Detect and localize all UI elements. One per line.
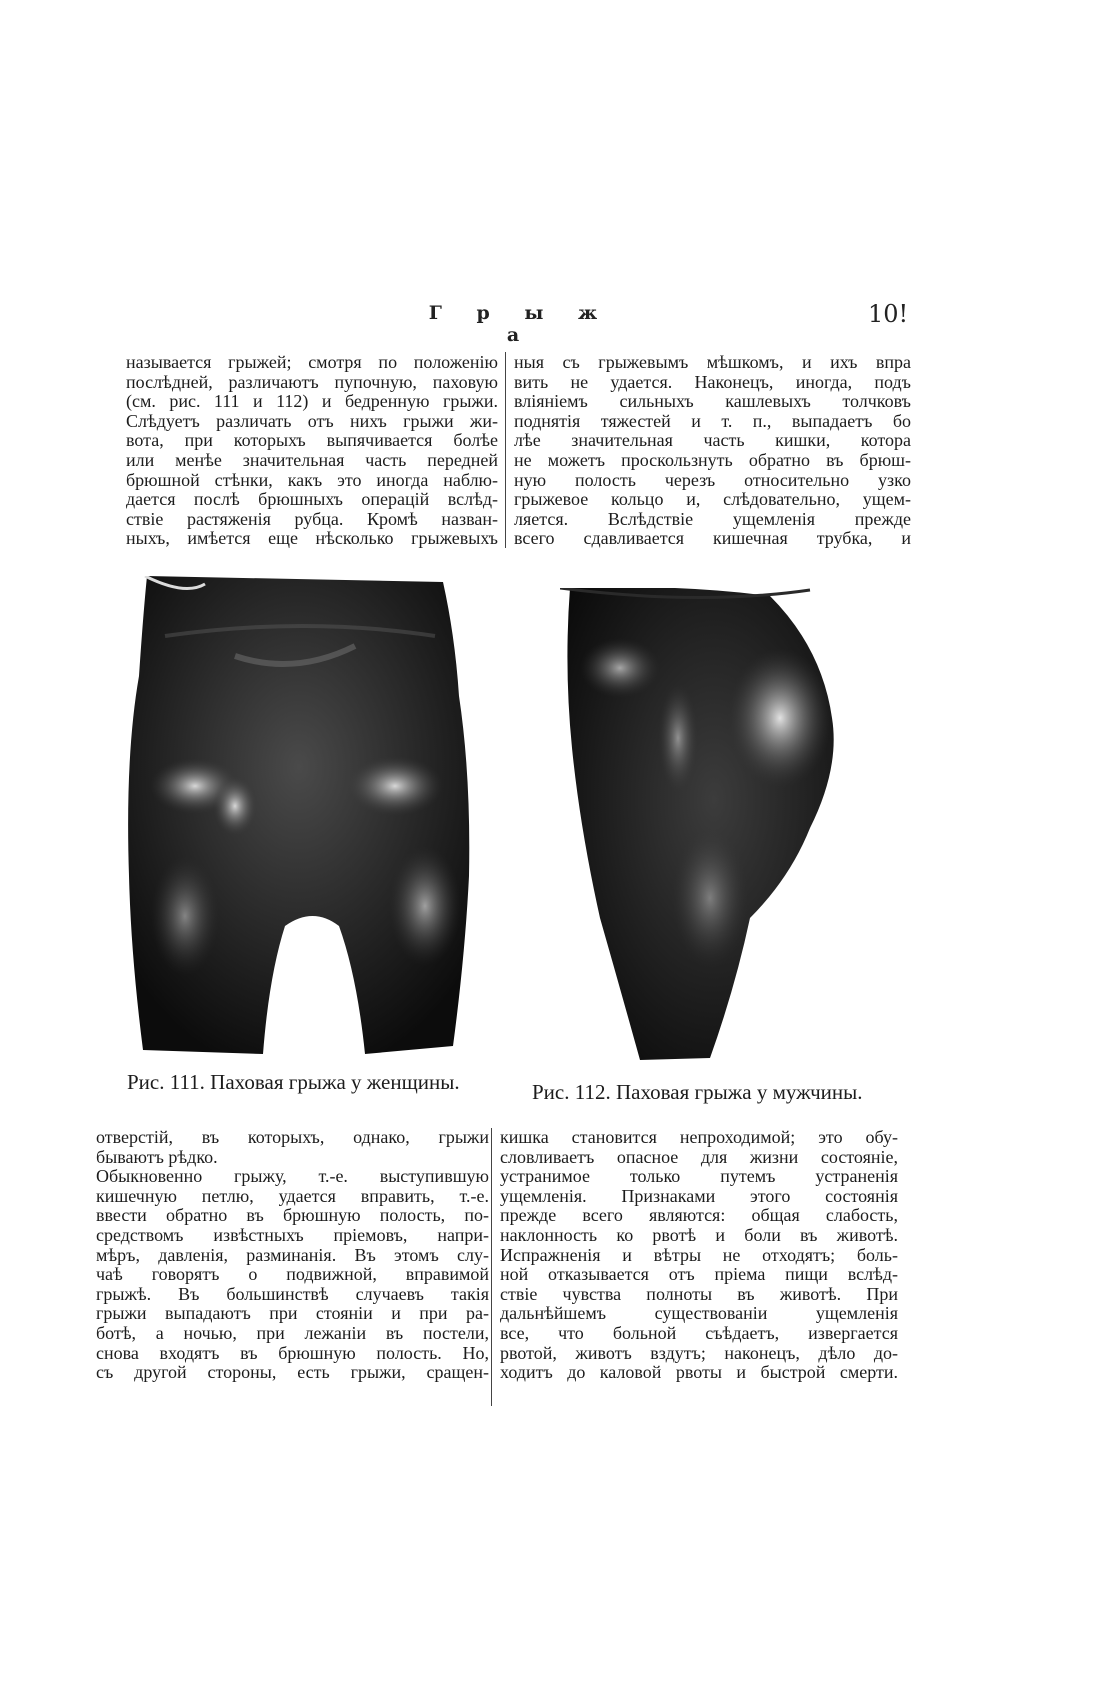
text-line: Обыкновенно грыжу, т.-е. выступившую [96, 1167, 489, 1187]
text-line: вить не удается. Наконецъ, иногда, подъ [514, 372, 911, 392]
text-line: не можетъ проскользнуть обратно въ брюш- [514, 450, 911, 470]
text-line: ныя съ грыжевымъ мѣшкомъ, и ихъ впра [514, 353, 911, 372]
text-line: Слѣдуетъ различать отъ нихъ грыжи жи- [126, 411, 498, 431]
running-title: Г р ы ж а [428, 302, 612, 346]
text-line: прежде всего являются: общая слабость, [500, 1206, 898, 1226]
text-line: рвотой, животъ вздутъ; наконецъ, дѣло до- [500, 1343, 898, 1363]
text-line: ходитъ до каловой рвоты и быстрой смерти. [500, 1363, 898, 1383]
text-line: или менѣе значительная часть передней [126, 450, 498, 470]
text-line: грыжевое кольцо и, слѣдовательно, ущем- [514, 490, 911, 510]
text-line: ущемленія. Признаками этого состоянія [500, 1186, 898, 1206]
text-line: отверстій, въ которыхъ, однако, грыжи [96, 1128, 489, 1147]
text-line: брюшной стѣнки, какъ это иногда наблю- [126, 470, 498, 490]
text-line: ствіе чувства полноты въ животѣ. При [500, 1284, 898, 1304]
text-line: мѣръ, давленія, разминанія. Въ этомъ слу- [96, 1245, 489, 1265]
bottom-right-column [500, 1128, 898, 1383]
text-line: ляется. Вслѣдствіе ущемленія прежде [514, 509, 911, 529]
figure-111-caption: Рис. 111. Паховая грыжа у женщины. [127, 1070, 460, 1094]
text-line: послѣдней, различаютъ пупочную, паховую [126, 372, 498, 392]
text-line: ввести обратно въ брюшную полость, по- [96, 1206, 489, 1226]
text-line: грыжи выпадаютъ при стояніи и при ра- [96, 1304, 489, 1324]
text-line: ствіе растяженія рубца. Кромѣ назван- [126, 509, 498, 529]
top-right-column [514, 353, 911, 549]
text-line: бываютъ рѣдко. [96, 1147, 218, 1167]
figure-112-caption: Рис. 112. Паховая грыжа у мужчины. [532, 1080, 863, 1104]
text-line: ныхъ, имѣется еще нѣсколько грыжевыхъ [126, 529, 498, 549]
text-line: снова входятъ въ брюшную полость. Но, [96, 1343, 489, 1363]
text-line: (см. рис. 111 и 112) и бедренную грыжи. [126, 392, 498, 412]
text-line: словливаетъ опасное для жизни состояніе, [500, 1147, 898, 1167]
text-line: кишечную петлю, удается вправить, т.-е. [96, 1186, 489, 1206]
text-line: поднятія тяжестей и т. п., выпадаетъ бо [514, 411, 911, 431]
text-line: средствомъ извѣстныхъ пріемовъ, напри- [96, 1225, 489, 1245]
top-left-column [126, 353, 498, 549]
bottom-left-column [96, 1128, 489, 1383]
column-divider [491, 1128, 492, 1406]
text-line: устранимое только путемъ устраненія [500, 1167, 898, 1187]
figure-111-photo [125, 576, 477, 1058]
text-line: дается послѣ брюшныхъ операцій вслѣд- [126, 490, 498, 510]
text-line: называется грыжей; смотря по положенію [126, 353, 498, 372]
text-line: вота, при которыхъ выпячивается болѣе [126, 431, 498, 451]
text-line: лѣе значительная часть кишки, котора [514, 431, 911, 451]
text-line: ную полость черезъ относительно узко [514, 470, 911, 490]
text-line: наклонность ко рвотѣ и боли въ животѣ. [500, 1225, 898, 1245]
text-line: ботѣ, а ночью, при лежаніи въ постели, [96, 1323, 489, 1343]
text-line: грыжѣ. Въ большинствѣ случаевъ такія [96, 1284, 489, 1304]
text-line: ной отказывается отъ пріема пищи вслѣд- [500, 1265, 898, 1285]
text-line: съ другой стороны, есть грыжи, сращен- [96, 1363, 489, 1383]
text-line: вліяніемъ сильныхъ кашлевыхъ толчковъ [514, 392, 911, 412]
figure-112-photo [560, 588, 880, 1064]
text-line: всего сдавливается кишечная трубка, и [514, 529, 911, 549]
column-divider [505, 352, 506, 548]
text-line: дальнѣйшемъ существованіи ущемленія [500, 1304, 898, 1324]
text-line: кишка становится непроходимой; это обу- [500, 1128, 898, 1147]
text-line: Испражненія и вѣтры не отходятъ; боль- [500, 1245, 898, 1265]
text-line: чаѣ говорятъ о подвижной, вправимой [96, 1265, 489, 1285]
text-line: все, что больной съѣдаетъ, извергается [500, 1323, 898, 1343]
page-number: 10! [868, 300, 909, 328]
